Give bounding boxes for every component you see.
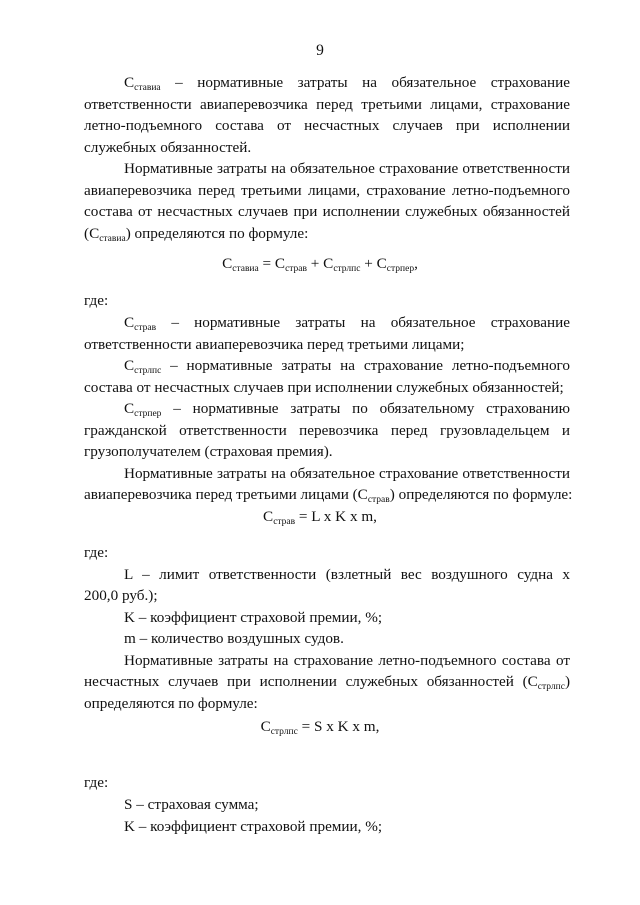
where-label-3: где: [84,774,109,791]
para-2-line-4: $(С_{ставиа})$ определяются по формуле: [84,224,309,244]
para-4-line-2: несчастных случаев при исполнении служебных обязанностей $(С_{стрлпс})$ [84,673,570,692]
para-2-line-3: состава от несчастных случаев при исполнении служебных обязанностей [84,203,570,220]
def-L-line-2: 200,0 руб.); [84,587,158,604]
para-3-line-1: Нормативные затраты на обязательное страхование ответственности [124,464,570,482]
page-number: 9 [316,42,324,59]
def-K-2: K – коэффициент страховой премии, %; [124,817,383,835]
def-strav-line-2: ответственности авиаперевозчика перед третьими лицами; [84,335,465,353]
para-3-line-2: авиаперевозчика перед третьими лицами $(С_{страв})$ определяются по формуле: [84,486,573,505]
def-strper-line-2: гражданской ответственности перевозчика перед грузовладельцем и [84,421,570,439]
def-stavia-line-3: летно-подъемного состава от несчастных случаев при исполнении [84,117,570,134]
def-strlps-line-2: состава от несчастных случаев при исполнении служебных обязанностей; [84,378,564,396]
def-strper-line-1: $С_{стрпер}$ – нормативные затраты по обязательному страхованию [124,400,570,419]
symbol-c-strav: $С_{страв}$ [357,486,390,505]
def-strav-line-1: $С_{страв}$ – нормативные затраты на обязательное страхование [124,314,570,333]
def-stavia-line-2: ответственности авиаперевозчика перед третьими лицами, страхование [84,95,570,113]
def-S: S – страховая сумма; [124,796,259,813]
symbol-c-stavia: $С_{ставиа}$ [89,224,126,244]
para-4-line-3: определяются по формуле: [84,694,258,712]
formula-strlps: $С_{стрлпс} = S$ x K x m, [260,718,380,737]
def-m: m – количество воздушных судов. [124,630,344,647]
def-strlps-line-1: $С_{стрлпс}$ – нормативные затраты на страхование летно-подъемного [124,357,570,376]
symbol-c-stavia: $С_{ставиа}$ [124,74,161,93]
para-2-line-2: авиаперевозчика перед третьими лицами, страхование летно-подъемного [84,181,570,199]
def-stavia-line-4: служебных обязанностей. [84,138,252,156]
formula-stavia: $С_{ставиа} = С_{страв} + С_{стрлпс} + С_{стрпер}$, [222,255,418,274]
symbol-c-strper: $С_{стрпер}$ [124,400,162,419]
def-K: K – коэффициент страховой премии, %; [124,608,383,626]
para-4-line-1: Нормативные затраты на страхование летно-подъемного состава от [124,651,570,669]
symbol-c-strav: $С_{страв}$ [124,314,157,333]
where-label-1: где: [84,292,109,309]
where-label-2: где: [84,544,109,561]
para-2-line-1: Нормативные затраты на обязательное страхование ответственности [124,160,570,177]
def-stavia-line-1: $С_{ставиа}$ – нормативные затраты на обязательное страхование [124,74,570,93]
def-strper-line-3: грузополучателем (страховая премия). [84,443,333,460]
formula-strav: $С_{страв} = L$ x K x m, [263,508,377,527]
symbol-c-strlps: $С_{стрлпс}$ [527,673,565,692]
def-L-line-1: L – лимит ответственности (взлетный вес воздушного судна х [124,565,570,583]
symbol-c-strlps: $С_{стрлпс}$ [124,357,162,376]
